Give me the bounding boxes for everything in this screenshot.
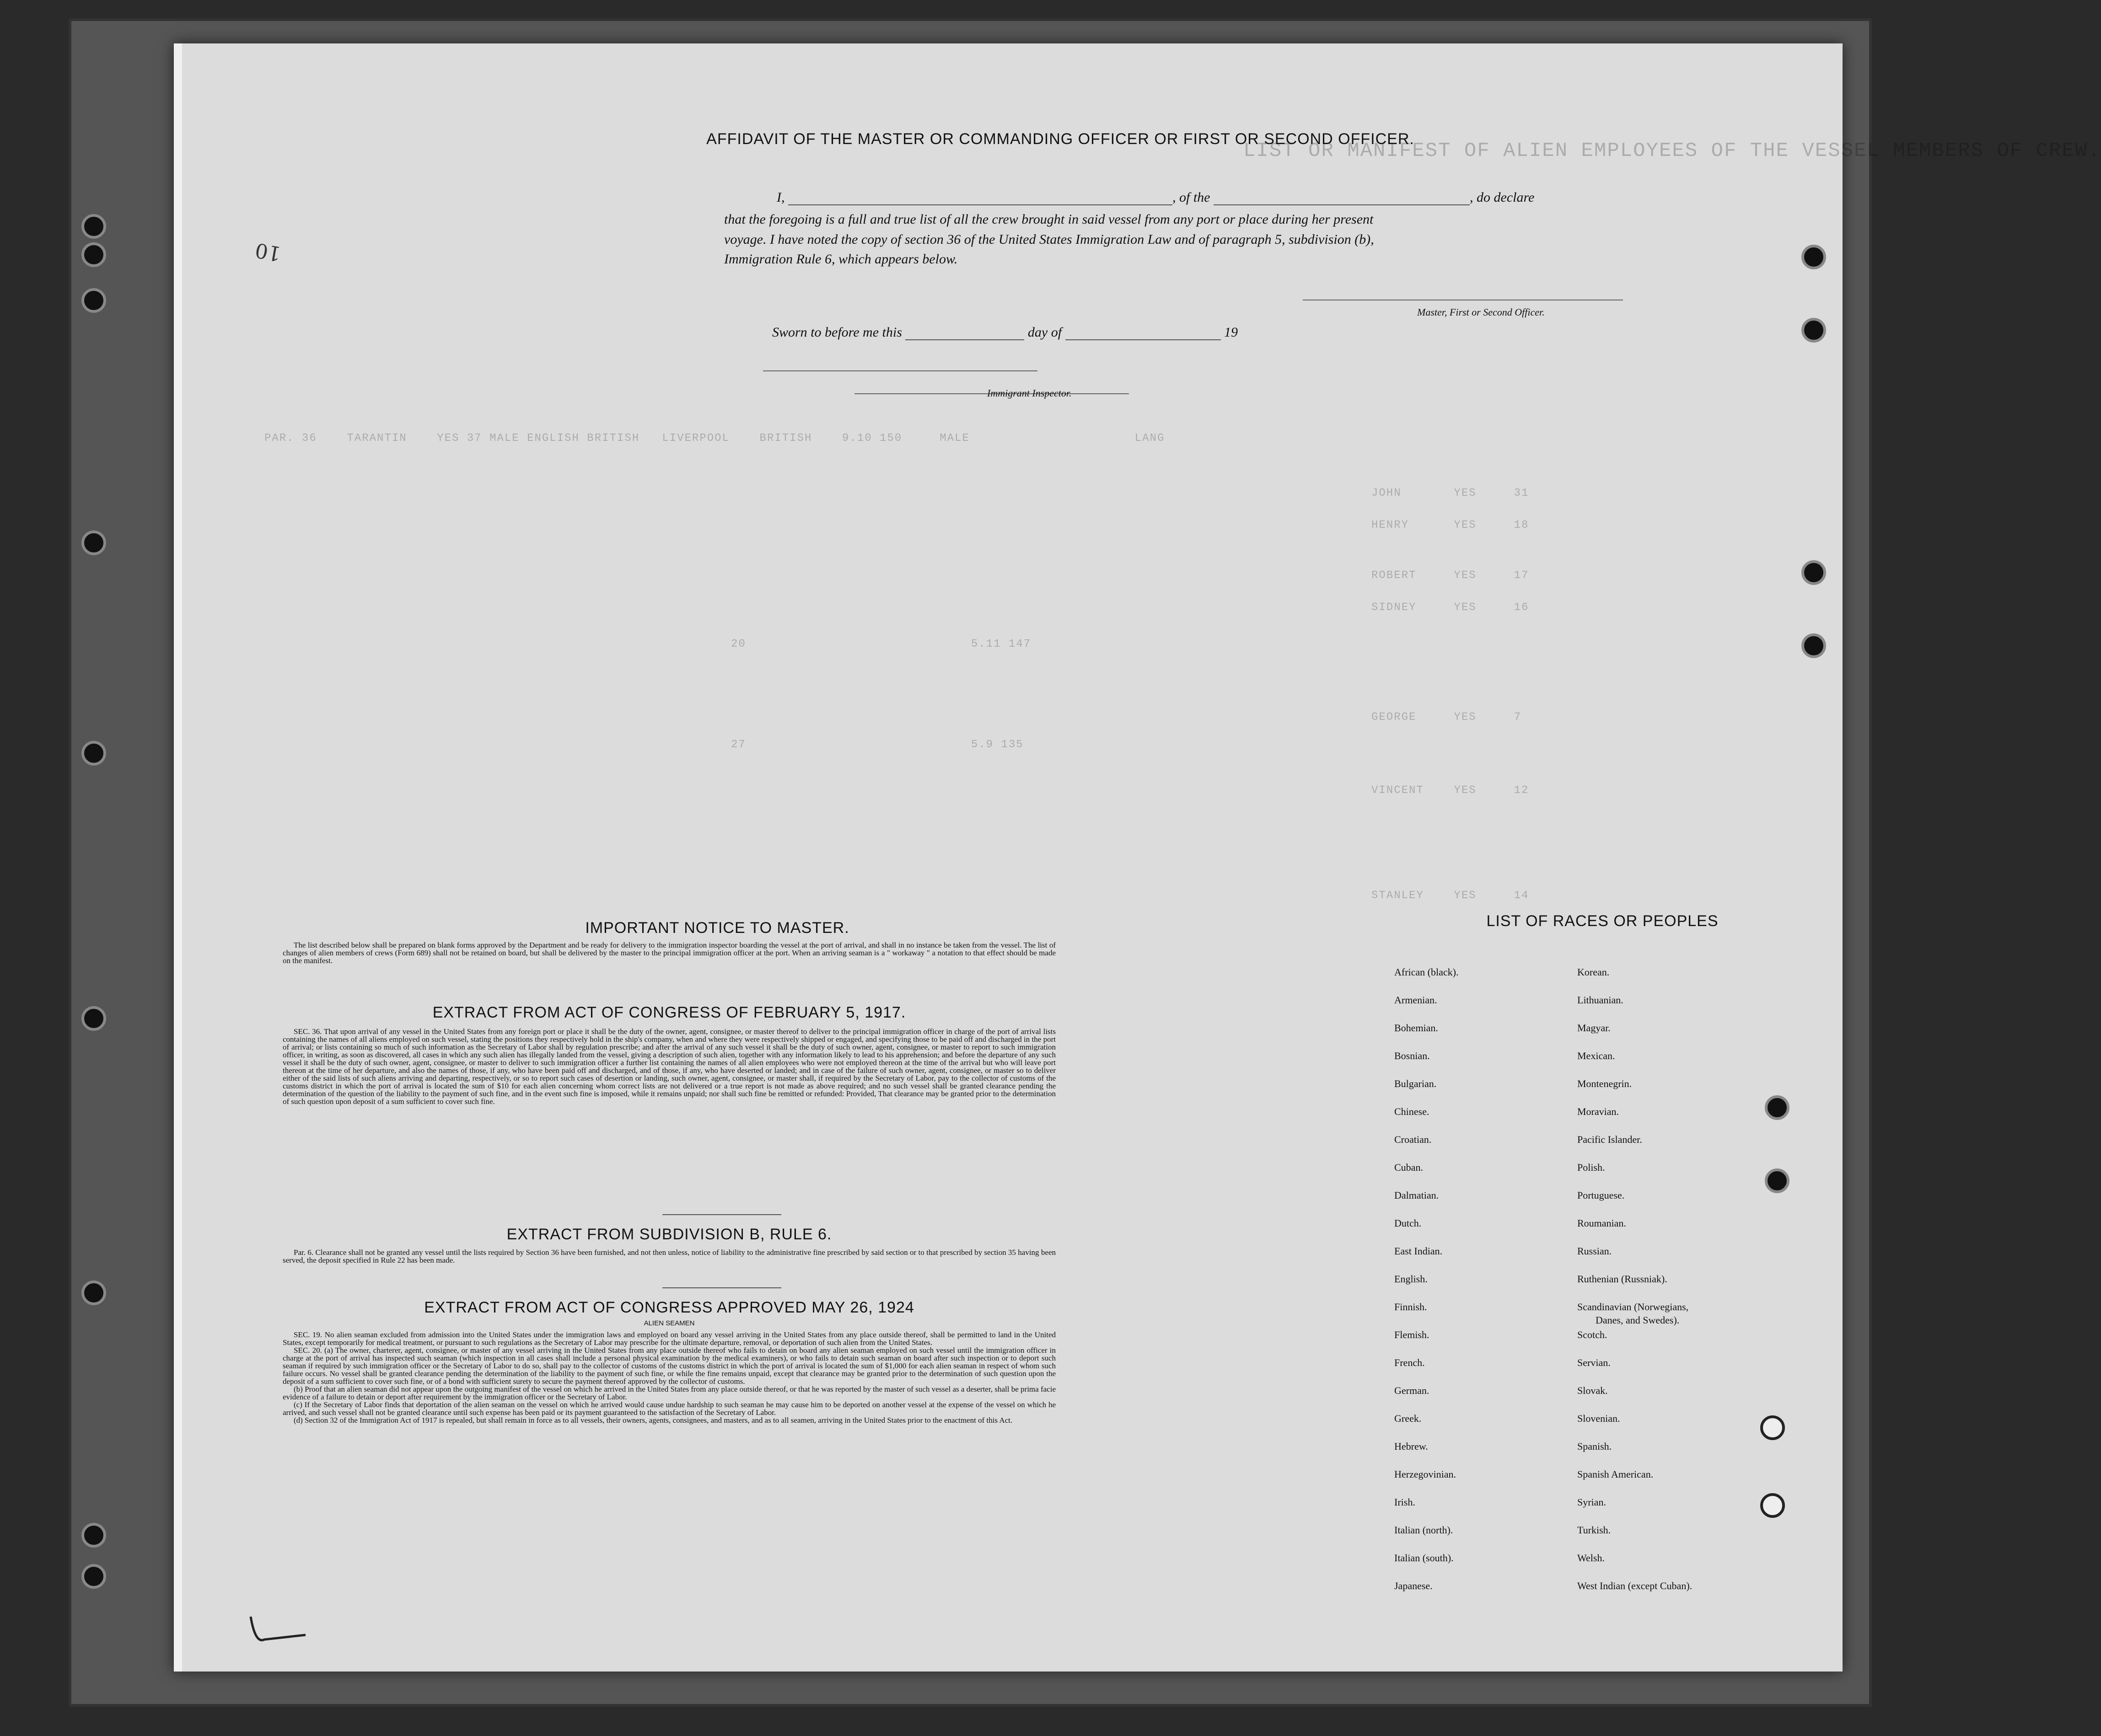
- race-item: Welsh.: [1577, 1552, 1605, 1564]
- race-item: Flemish.: [1394, 1329, 1429, 1340]
- binder-hole: [81, 288, 106, 313]
- rule-6-title: EXTRACT FROM SUBDIVISION B, RULE 6.: [506, 1226, 832, 1243]
- race-item: Portuguese.: [1577, 1189, 1625, 1201]
- race-item: Irish.: [1394, 1496, 1415, 1508]
- bleed-through-text: SIDNEY YES 16: [1371, 601, 1529, 614]
- bleed-through-text: PAR. 36 TARANTIN YES 37 MALE ENGLISH BRITISH LIVERPOOL BRITISH 9.10 150 MALE LANG: [264, 432, 1165, 445]
- race-item: Bosnian.: [1394, 1050, 1430, 1061]
- bleed-through-text: 20 5.11 147: [731, 638, 1032, 650]
- race-item: Polish.: [1577, 1162, 1605, 1173]
- race-item: Magyar.: [1577, 1022, 1611, 1034]
- race-item: Italian (north).: [1394, 1524, 1453, 1536]
- binder-hole: [1760, 1493, 1785, 1518]
- race-item: Spanish American.: [1577, 1468, 1654, 1480]
- rule-6-paragraph: Par. 6. Clearance shall not be granted any vessel until the lists required by Section 36 have been furnished, and not then unless, notice of liability to the administrative fine prescribed by said section or to that prescribed by section 35 having been served, the deposit specified in Rule 22 has been made.: [283, 1248, 1056, 1264]
- section-divider: [662, 1214, 781, 1215]
- race-item: African (black).: [1394, 966, 1459, 978]
- bleed-through-text: 27 5.9 135: [731, 739, 1024, 751]
- binder-hole: [81, 530, 106, 555]
- race-item: Chinese.: [1394, 1106, 1429, 1117]
- rule-6-text: [283, 1248, 1056, 1264]
- notice-title: IMPORTANT NOTICE TO MASTER.: [585, 919, 849, 937]
- affidavit-declare: , do declare: [1470, 190, 1535, 205]
- bleed-through-text: VINCENT YES 12: [1371, 784, 1529, 797]
- binder-hole: [1801, 560, 1826, 585]
- act-1924-sec-20c: (c) If the Secretary of Labor finds that deportation of the alien seaman on the vessel on which he arrived would cause undue hardship to such seaman he may cause him to be deported on another vessel at the expense of the vessel on which he arrived, and such vessel shall not be granted clearance until such expense has been paid or its payment guaranteed to the satisfaction of the Secretary of Labor.: [283, 1400, 1056, 1417]
- day-of-label: day of: [1027, 325, 1062, 340]
- race-item: Ruthenian (Russniak).: [1577, 1273, 1667, 1285]
- vessel-name-field[interactable]: [1214, 192, 1470, 205]
- act-1917-title: EXTRACT FROM ACT OF CONGRESS OF FEBRUARY 5, 1917.: [432, 1004, 906, 1021]
- sworn-month-field[interactable]: [1065, 327, 1221, 340]
- binder-hole: [1801, 245, 1826, 269]
- affidavit-line-2: that the foregoing is a full and true list of all the crew brought in said vessel from any port or place during her present: [724, 212, 1374, 227]
- race-item: Greek.: [1394, 1413, 1422, 1424]
- race-item: English.: [1394, 1273, 1428, 1285]
- bleed-through-text: JOHN YES 31: [1371, 487, 1529, 499]
- race-item: Spanish.: [1577, 1441, 1612, 1452]
- binder-hole: [81, 1523, 106, 1548]
- race-item: Russian.: [1577, 1245, 1612, 1257]
- race-item: Croatian.: [1394, 1134, 1432, 1145]
- race-item: East Indian.: [1394, 1245, 1443, 1257]
- act-1924-sec-20b: (b) Proof that an alien seaman did not appear upon the outgoing manifest of the vessel on which he arrived in the United States from any place outside thereof, or that he was reported by the master of such vessel as a deserter, shall be prima facie evidence of a failure to detain or deport after requirement by the immigration officer or the Secretary of Labor.: [283, 1385, 1056, 1401]
- section-divider: [662, 1287, 781, 1288]
- affidavit-title: AFFIDAVIT OF THE MASTER OR COMMANDING OFFICER OR FIRST OR SECOND OFFICER.: [706, 130, 1414, 148]
- race-item: Cuban.: [1394, 1162, 1423, 1173]
- sworn-label: Sworn to before me this: [772, 325, 902, 340]
- binder-hole: [1765, 1095, 1789, 1120]
- race-item: Danes, and Swedes).: [1596, 1314, 1680, 1326]
- race-item: Turkish.: [1577, 1524, 1611, 1536]
- race-item: Roumanian.: [1577, 1217, 1626, 1229]
- race-item: German.: [1394, 1385, 1429, 1396]
- binder-hole: [1801, 633, 1826, 658]
- affidavit-line-3: voyage. I have noted the copy of section 36 of the United States Immigration Law and of paragraph 5, subdivision (b),: [724, 232, 1374, 247]
- race-item: Mexican.: [1577, 1050, 1615, 1061]
- act-1917-text: [283, 1028, 1056, 1105]
- manifest-sheet: [174, 43, 2101, 1672]
- race-item: Dutch.: [1394, 1217, 1422, 1229]
- bleed-through-text: LIST OR MANIFEST OF ALIEN EMPLOYEES OF THE VESSEL MEMBERS OF CREW.: [1243, 139, 2101, 162]
- binder-hole: [81, 214, 106, 239]
- act-1924-sec-19: SEC. 19. No alien seaman excluded from admission into the United States under the immigration laws and employed on board any vessel arriving in the United States from any place outside thereof, shall be permitted to land in the United States, except temporarily for medical treatment, or pursuant to such regulations as the Secretary of Labor may prescribe for the ultimate departure, removal, or deportation of such alien from the United States.: [283, 1330, 1056, 1347]
- year-label: 19: [1224, 325, 1238, 340]
- act-1917-paragraph: SEC. 36. That upon arrival of any vessel in the United States from any foreign port or place it shall be the duty of the owner, agent, consignee, or master thereof to deliver to the principal immigration officer in charge of the port of arrival lists containing the names of all aliens employed on such vessel, stating the positions they respectively hold in the ship's company, when and where they were respectively shipped or engaged, and specifying those to be paid off and discharged in the port of arrival; or lists containing so much of such information as the Secretary of Labor shall by regulation prescribe; and after the arrival of any such vessel it shall be the duty of such owner, agent, consignee, or master to report to such immigration officer, in writing, as soon as discovered, all cases in which any such alien has illegally landed from the vessel, giving a description of such alien, together with any information likely to lead to his apprehension; and before the departure of any such vessel it shall be the duty of such owner, agent, consignee, or master to deliver to such immigration officer a further list containing the names of all alien employees who were not employed thereon at the time of the arrival but who will leave port thereon at the time of her departure, and also the names of those, if any, who have been paid off and discharged, and of those, if any, who have deserted or landed; and in case of the failure of such owner, agent, consignee, or master so to deliver either of the said lists of such aliens arriving and departing, respectively, or so to report such cases of desertion or landing, such owner, agent, consignee, or master shall, if required by the Secretary of Labor, pay to the collector of customs of the customs district in which the port of arrival is located the sum of $10 for each alien concerning whom correct lists are not delivered or a true report is not made as above required; and no such vessel shall be granted clearance pending the determination of the question of the liability to the payment of such fine, and in the event such fine is imposed, while it remains unpaid; nor shall such fine be remitted or refunded: Provided, That clearance may be granted prior to the determination of such question upon deposit of a sum sufficient to cover such fine.: [283, 1027, 1056, 1106]
- bleed-through-text: GEORGE YES 7: [1371, 711, 1522, 723]
- race-item: Slovenian.: [1577, 1413, 1620, 1424]
- race-item: Montenegrin.: [1577, 1078, 1632, 1089]
- race-item: Herzegovinian.: [1394, 1468, 1456, 1480]
- race-item: Bulgarian.: [1394, 1078, 1437, 1089]
- binder-hole: [1760, 1415, 1785, 1440]
- binder-hole: [81, 1006, 106, 1031]
- affidavit-of-the: , of the: [1172, 190, 1210, 205]
- binder-hole: [81, 1281, 106, 1305]
- race-item: Italian (south).: [1394, 1552, 1454, 1564]
- race-item: Servian.: [1577, 1357, 1611, 1368]
- inspector-label: Immigrant Inspector.: [987, 387, 1072, 399]
- affidavit-declaration-line: [777, 190, 1669, 205]
- race-item: Lithuanian.: [1577, 994, 1623, 1006]
- master-name-field[interactable]: [788, 192, 1172, 205]
- race-item: Pacific Islander.: [1577, 1134, 1642, 1145]
- affidavit-i: I,: [777, 190, 785, 205]
- race-item: Moravian.: [1577, 1106, 1619, 1117]
- handwritten-margin-number: 10: [253, 238, 283, 266]
- binder-hole: [81, 242, 106, 267]
- bleed-through-text: HENRY YES 18: [1371, 519, 1529, 531]
- race-item: French.: [1394, 1357, 1425, 1368]
- race-item: Korean.: [1577, 966, 1610, 978]
- race-item: Scandinavian (Norwegians,: [1577, 1301, 1689, 1313]
- binder-hole: [1765, 1168, 1789, 1193]
- notice-text: [283, 941, 1056, 964]
- race-item: Bohemian.: [1394, 1022, 1438, 1034]
- race-item: Dalmatian.: [1394, 1189, 1439, 1201]
- act-1924-title: EXTRACT FROM ACT OF CONGRESS APPROVED MAY 26, 1924: [424, 1299, 914, 1316]
- bleed-through-text: ROBERT YES 17: [1371, 569, 1529, 582]
- master-signature-label: Master, First or Second Officer.: [1417, 306, 1545, 318]
- race-item: Hebrew.: [1394, 1441, 1428, 1452]
- notice-paragraph: The list described below shall be prepared on blank forms approved by the Department and be ready for delivery to the immigration inspector boarding the vessel at the port of arrival, and shall in no instance be taken from the vessel. The list of changes of alien members of crews (Form 689) shall not be retained on board, but shall be delivered by the master to the principal immigration officer at the port. When an arriving seaman is a " workaway " a notation to that effect should be made on the manifest.: [283, 941, 1056, 965]
- bleed-through-text: STANLEY YES 14: [1371, 889, 1529, 902]
- race-item: Armenian.: [1394, 994, 1437, 1006]
- race-item: West Indian (except Cuban).: [1577, 1580, 1693, 1591]
- race-item: Scotch.: [1577, 1329, 1607, 1340]
- binder-hole: [81, 1564, 106, 1589]
- binder-hole: [1801, 318, 1826, 343]
- binder-hole: [81, 741, 106, 766]
- race-item: Finnish.: [1394, 1301, 1427, 1313]
- act-1924-subtitle: ALIEN SEAMEN: [644, 1319, 695, 1327]
- race-item: Syrian.: [1577, 1496, 1606, 1508]
- race-item: Slovak.: [1577, 1385, 1608, 1396]
- inspector-signature-line-1[interactable]: [763, 370, 1037, 371]
- act-1924-text: [283, 1331, 1056, 1424]
- races-title: LIST OF RACES OR PEOPLES: [1486, 912, 1719, 930]
- act-1924-sec-20d: (d) Section 32 of the Immigration Act of 1917 is repealed, but shall remain in force as to all vessels, their owners, agents, consignees, and masters, and as to all seamen, arriving in the United States prior to the enactment of this Act.: [294, 1416, 1013, 1425]
- handwritten-stroke-icon: [246, 1612, 310, 1649]
- affidavit-line-4: Immigration Rule 6, which appears below.: [724, 252, 958, 267]
- race-item: Japanese.: [1394, 1580, 1433, 1591]
- sworn-day-field[interactable]: [905, 327, 1024, 340]
- sworn-line: [772, 325, 1238, 340]
- act-1924-sec-20a: SEC. 20. (a) The owner, charterer, agent, consignee, or master of any vessel arriving in the United States from any place outside thereof who fails to detain on board any alien seaman employed on such vessel until the immigration officer in charge at the port of arrival has inspected such seaman (which inspection in all cases shall include a personal physical examination by the medical examiners), or who fails to detain such seaman on board after such inspection or to deport such seaman if required by such immigration officer or the Secretary of Labor to do so, shall pay to the collector of customs of the customs district in which the port of arrival is located the sum of $1,000 for each alien seaman in respect of whom such failure occurs. No vessel shall be granted clearance pending the determination of the liability to the payment of such fine, or while the fine remains unpaid, except that clearance may be granted prior to the determination of such question upon the deposit of a sum sufficient to cover such fine, or of a bond with sufficient surety to secure the payment thereof approved by the collector of customs.: [283, 1346, 1056, 1386]
